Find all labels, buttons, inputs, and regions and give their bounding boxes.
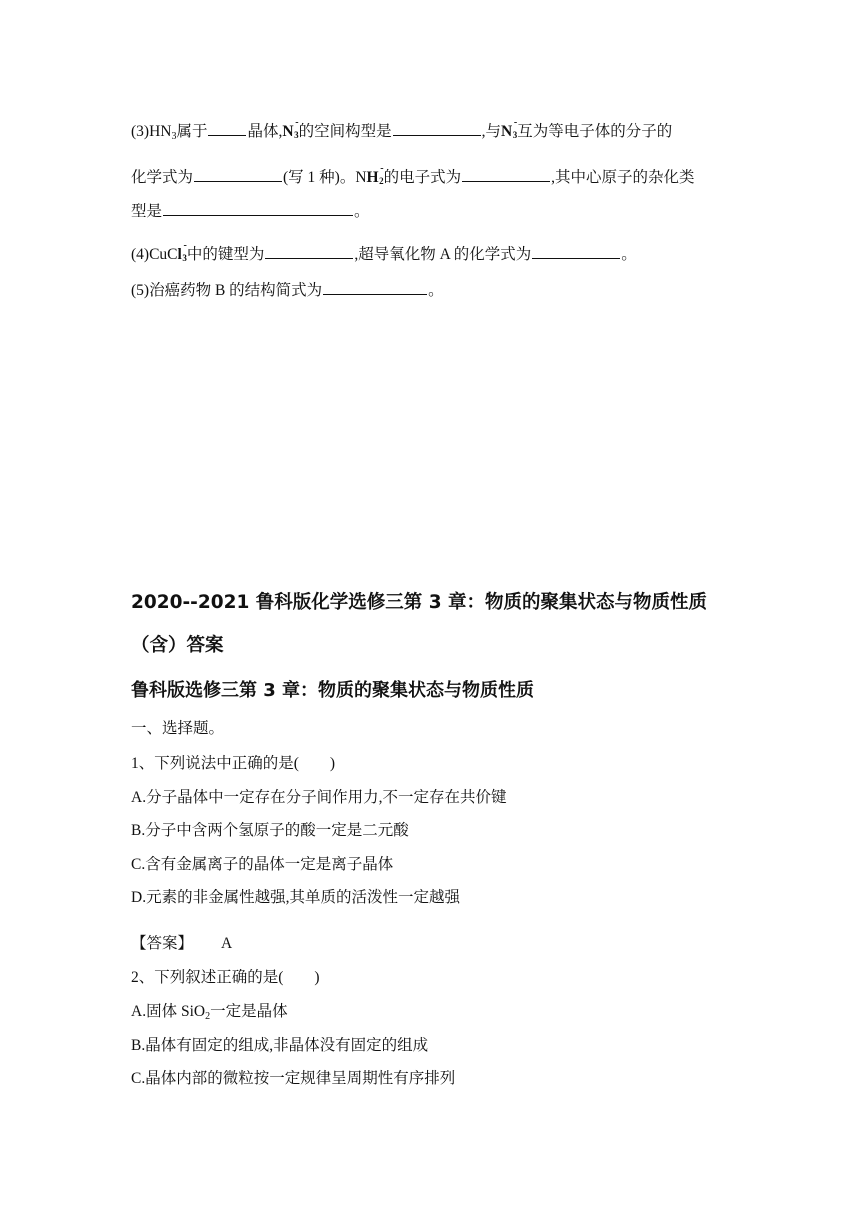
text: A.固体 SiO: [131, 1003, 206, 1020]
question-5: [131, 280, 444, 302]
answer-blank[interactable]: [265, 244, 353, 259]
answer-blank[interactable]: [194, 167, 282, 182]
answer-blank[interactable]: [393, 121, 481, 136]
text: 晶体,: [247, 123, 283, 140]
text: 属于: [176, 123, 208, 140]
question-1-option-a: A.分子晶体中一定存在分子间作用力,不一定存在共价键: [131, 789, 507, 806]
text: 中的键型为: [186, 246, 265, 263]
text: 化学式为: [131, 169, 194, 186]
text: ,与: [481, 123, 501, 140]
question-3-line-2: [131, 163, 695, 189]
ion-base: N: [282, 123, 294, 140]
ion-charge: -: [380, 163, 384, 174]
text: 的空间构型是: [298, 123, 392, 140]
answer-value: A: [221, 935, 233, 952]
text: 。: [621, 246, 637, 263]
text: 。: [428, 282, 444, 299]
text-hn3: (3)HN: [131, 123, 172, 140]
text: 的电子式为: [383, 169, 462, 186]
text: (5)治癌药物 B 的结构简式为: [131, 282, 323, 299]
question-1-option-c: C.含有金属离子的晶体一定是离子晶体: [131, 856, 394, 873]
ion-subscript: 2: [379, 176, 384, 186]
question-4: [131, 240, 637, 266]
answer-blank[interactable]: [163, 201, 353, 216]
question-3-line-3: [131, 201, 370, 223]
section-heading: 一、选择题。: [131, 720, 225, 737]
answer-label: 【答案】: [131, 935, 194, 952]
azide-ion-formula: [282, 117, 299, 143]
ion-subscript: 3: [294, 130, 299, 140]
azide-ion-formula: [500, 117, 518, 143]
amide-ion-formula: [366, 163, 384, 189]
question-1-answer: [131, 933, 232, 955]
subscript: 2: [205, 1011, 211, 1022]
answer-title-line-2: （含）答案: [131, 635, 224, 656]
ion-subscript: 3: [182, 253, 187, 263]
text: (4)CuC: [131, 246, 178, 263]
cucl3-ion-formula: [177, 240, 187, 266]
text: 型是: [131, 203, 163, 220]
question-2-option-c: C.晶体内部的微粒按一定规律呈周期性有序排列: [131, 1070, 456, 1087]
text: 一定是晶体: [210, 1003, 288, 1020]
question-1-stem: 1、下列说法中正确的是( ): [131, 755, 336, 772]
ion-base: N: [500, 123, 513, 140]
question-1-option-b: B.分子中含两个氢原子的酸一定是二元酸: [131, 822, 409, 839]
text: 。: [354, 203, 370, 220]
chapter-title: 鲁科版选修三第 3 章：物质的聚集状态与物质性质: [131, 680, 535, 701]
text: ,其中心原子的杂化类: [551, 169, 695, 186]
answer-blank[interactable]: [323, 280, 427, 295]
ion-base: l: [177, 246, 182, 263]
ion-base: H: [366, 169, 379, 186]
question-3-line-1: [131, 117, 673, 148]
text: 互为等电子体的分子的: [517, 123, 673, 140]
text: ,超导氧化物 A 的化学式为: [354, 246, 532, 263]
subscript: 3: [171, 131, 177, 142]
question-2-option-b: B.晶体有固定的组成,非晶体没有固定的组成: [131, 1037, 429, 1054]
question-1-option-d: D.元素的非金属性越强,其单质的活泼性一定越强: [131, 889, 460, 906]
ion-subscript: 3: [512, 130, 518, 140]
question-2-stem: 2、下列叙述正确的是( ): [131, 969, 320, 986]
ion-charge: -: [183, 240, 187, 251]
ion-charge: -: [295, 117, 299, 128]
text: (写 1 种)。N: [283, 169, 367, 186]
answer-blank[interactable]: [462, 167, 550, 182]
answer-blank[interactable]: [532, 244, 620, 259]
question-2-option-a: [131, 1001, 288, 1028]
answer-title: 2020--2021 鲁科版化学选修三第 3 章：物质的聚集状态与物质性质: [131, 592, 708, 613]
ion-charge: -: [513, 117, 518, 128]
answer-blank[interactable]: [208, 121, 246, 136]
